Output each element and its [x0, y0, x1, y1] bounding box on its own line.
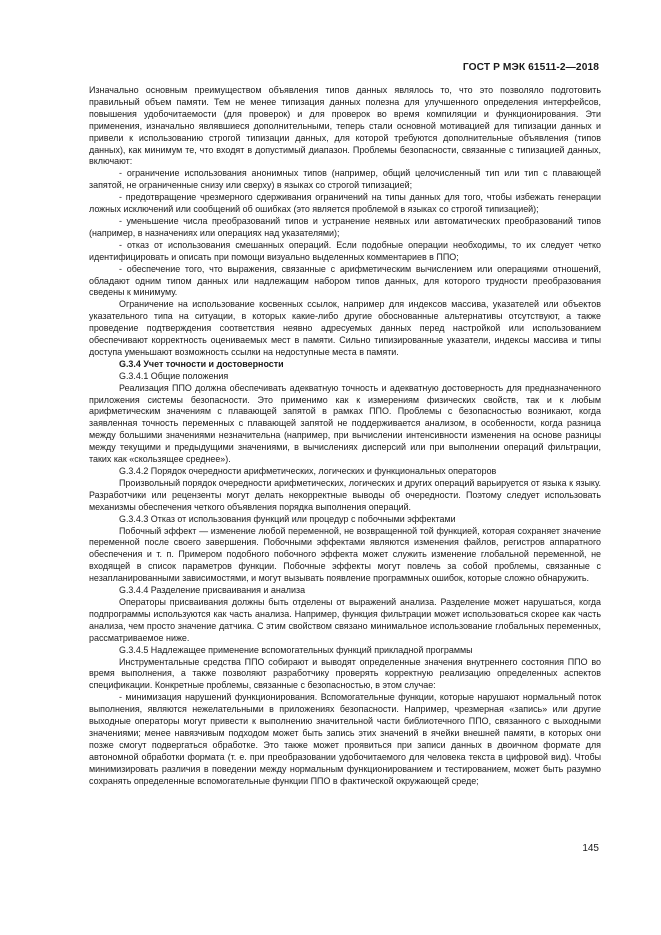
list-item: - предотвращение чрезмерного сдерживания ограничений на типы данных для того, чтобы избежать генерации ложных исключений или сообщений об ошибках (это является проблемой в языках со строгой типизацией); [89, 192, 601, 215]
paragraph: Произвольный порядок очередности арифметических, логических и других операций варьируется от языка к языку. Разработчики или рецензенты могут делать некорректные выводы об очередности. Поэтому следует использовать механизмы обеспечения четкого объявления порядка выполнения операций. [89, 477, 601, 512]
subsection-heading: G.3.4.5 Надлежащее применение вспомогательных функций прикладной программы [119, 644, 473, 655]
subsection-heading: G.3.4.1 Общие положения [119, 370, 229, 381]
paragraph: Инструментальные средства ППО собирают и выводят определенные значения внутреннего состояния ППО во время выполнения, а также позволяют разработчику проверять корректную реализацию определенных аспектов спецификации. Конкретные проблемы, связанные с безопасностью, в этом случае: [89, 656, 601, 691]
paragraph: Побочный эффект — изменение любой переменной, не возвращенной той функцией, которая сохраняет значение переменной после своего завершения. Побочными эффектами являются изменения файлов, регистров аппаратного обеспечения и т. п. Примером подобного побочного эффекта может служить изменение глобальной переменной, не входящей в список параметров функции. Побочные эффекты могут повлечь за собой проблемы, связанные с незапланированными зависимостями, и могут вызывать появление программных ошибок, которые сложно обнаружить. [89, 525, 601, 584]
paragraph: Ограничение на использование косвенных ссылок, например для индексов массива, указателей или объектов указательного типа на ситуации, в которых какие-либо другие обоснованные альтернативы отсутствуют, а также проведение подтверждения соответствия неявно адресуемых данных перед настройкой или использованием обеспечивают корректность оцениваемых мест в памяти. Сильно типизированные указатели, индексы массива и типы доступа уменьшают возможность ссылки на недоступные места в памяти. [89, 299, 601, 357]
list-item: - ограничение использования анонимных типов (например, общий целочисленный тип или тип с плавающей запятой, не ограниченные снизу или сверху) в языках со строгой типизацией; [89, 168, 601, 191]
paragraph: Реализация ППО должна обеспечивать адекватную точность и адекватную достоверность для предназначенного приложения системы безопасности. Это применимо как к измерениям физических свойств, так и к любым арифметическим значениям с плавающей запятой в рамках ППО. Проблемы с безопасностью возникают, когда заявленная точность переменных с плавающей запятой не поддерживается анализом, в особенности, когда разница между большими значениями незначительна (например, при вычислении интенсивности изменения на основе разницы между текущими и предыдущими значениями, в вычислениях дисперсий или при выполнении операций фильтрации, таких как «скользящее среднее»). [89, 382, 601, 465]
list-item: - уменьшение числа преобразований типов и устранение неявных или автоматических преобразований типов (например, в назначениях или операциях над указателями); [89, 215, 601, 238]
document-body [89, 85, 601, 787]
subsection-heading: G.3.4.2 Порядок очередности арифметических, логических и функциональных операторов [119, 466, 497, 476]
paragraph-intro: Изначально основным преимуществом объявления типов данных являлось то, что это позволяло подготовить правильный объем памяти. Тем не менее типизация данных полезна для улучшенного определения интерфейсов, повышения удобочитаемости (для проверок) и для проверок во время компиляции и функционирования. Эти применения, изначально являвшиеся дополнительными, теперь стали основной мотивацией для типизации данных и привели к использованию строгой типизации данных, для которой требуются дополнительные объявления (типов данных), как минимум те, что входят в допустимый диапазон. Проблемы безопасности, связанные с типизацией данных, включают: [89, 85, 601, 167]
subsection-heading: G.3.4.4 Разделение присваивания и анализа [119, 585, 306, 596]
subsection-heading: G.3.4.3 Отказ от использования функций или процедур с побочными эффектами [119, 513, 456, 524]
list-item: - отказ от использования смешанных операций. Если подобные операции необходимы, то их следует четко идентифицировать и описать при помощи визуально выделенных комментариев в ППО; [89, 239, 601, 262]
page-number: 145 [582, 843, 599, 854]
paragraph: Операторы присваивания должны быть отделены от выражений анализа. Разделение может нарушаться, когда подпрограммы используются как часть анализа. Например, функция фильтрации может использоваться скорее как часть анализа, чем просто значение датчика. С этим свойством связано минимальное использование глобальных переменных, рассматриваемое ниже. [89, 596, 601, 643]
list-item: - минимизация нарушений функционирования. Вспомогательные функции, которые нарушают нормальный поток выполнения, являются нежелательными в приложениях безопасности. Например, чрезмерная «запись» или другие выходные операторы могут привести к выполнению значительной части библиотечного ППО, связанного с выходными значениями; менее навязчивым подходом может быть запись этих значений в ячейки внешней памяти, в которых они позже смогут подвергаться обработке. Это также может проявиться при записи данных в двоичном формате для автономной обработки формата (т. е. при преобразовании удобочитаемого для человека текста в цифровой вид). Чтобы минимизировать различия в поведении между нормальным функционированием и тестированием, может быть разумно сохранять определенные вспомогательные функции ППО в фактической окружающей среде; [89, 692, 601, 786]
standard-header: ГОСТ Р МЭК 61511-2—2018 [462, 62, 599, 73]
section-heading: G.3.4 Учет точности и достоверности [119, 358, 284, 369]
list-item: - обеспечение того, что выражения, связанные с арифметическим вычислением или операциями отношений, обладают одним типом данных или надлежащим набором типов данных, для которого трудности преобразования сведены к минимуму. [89, 263, 601, 298]
